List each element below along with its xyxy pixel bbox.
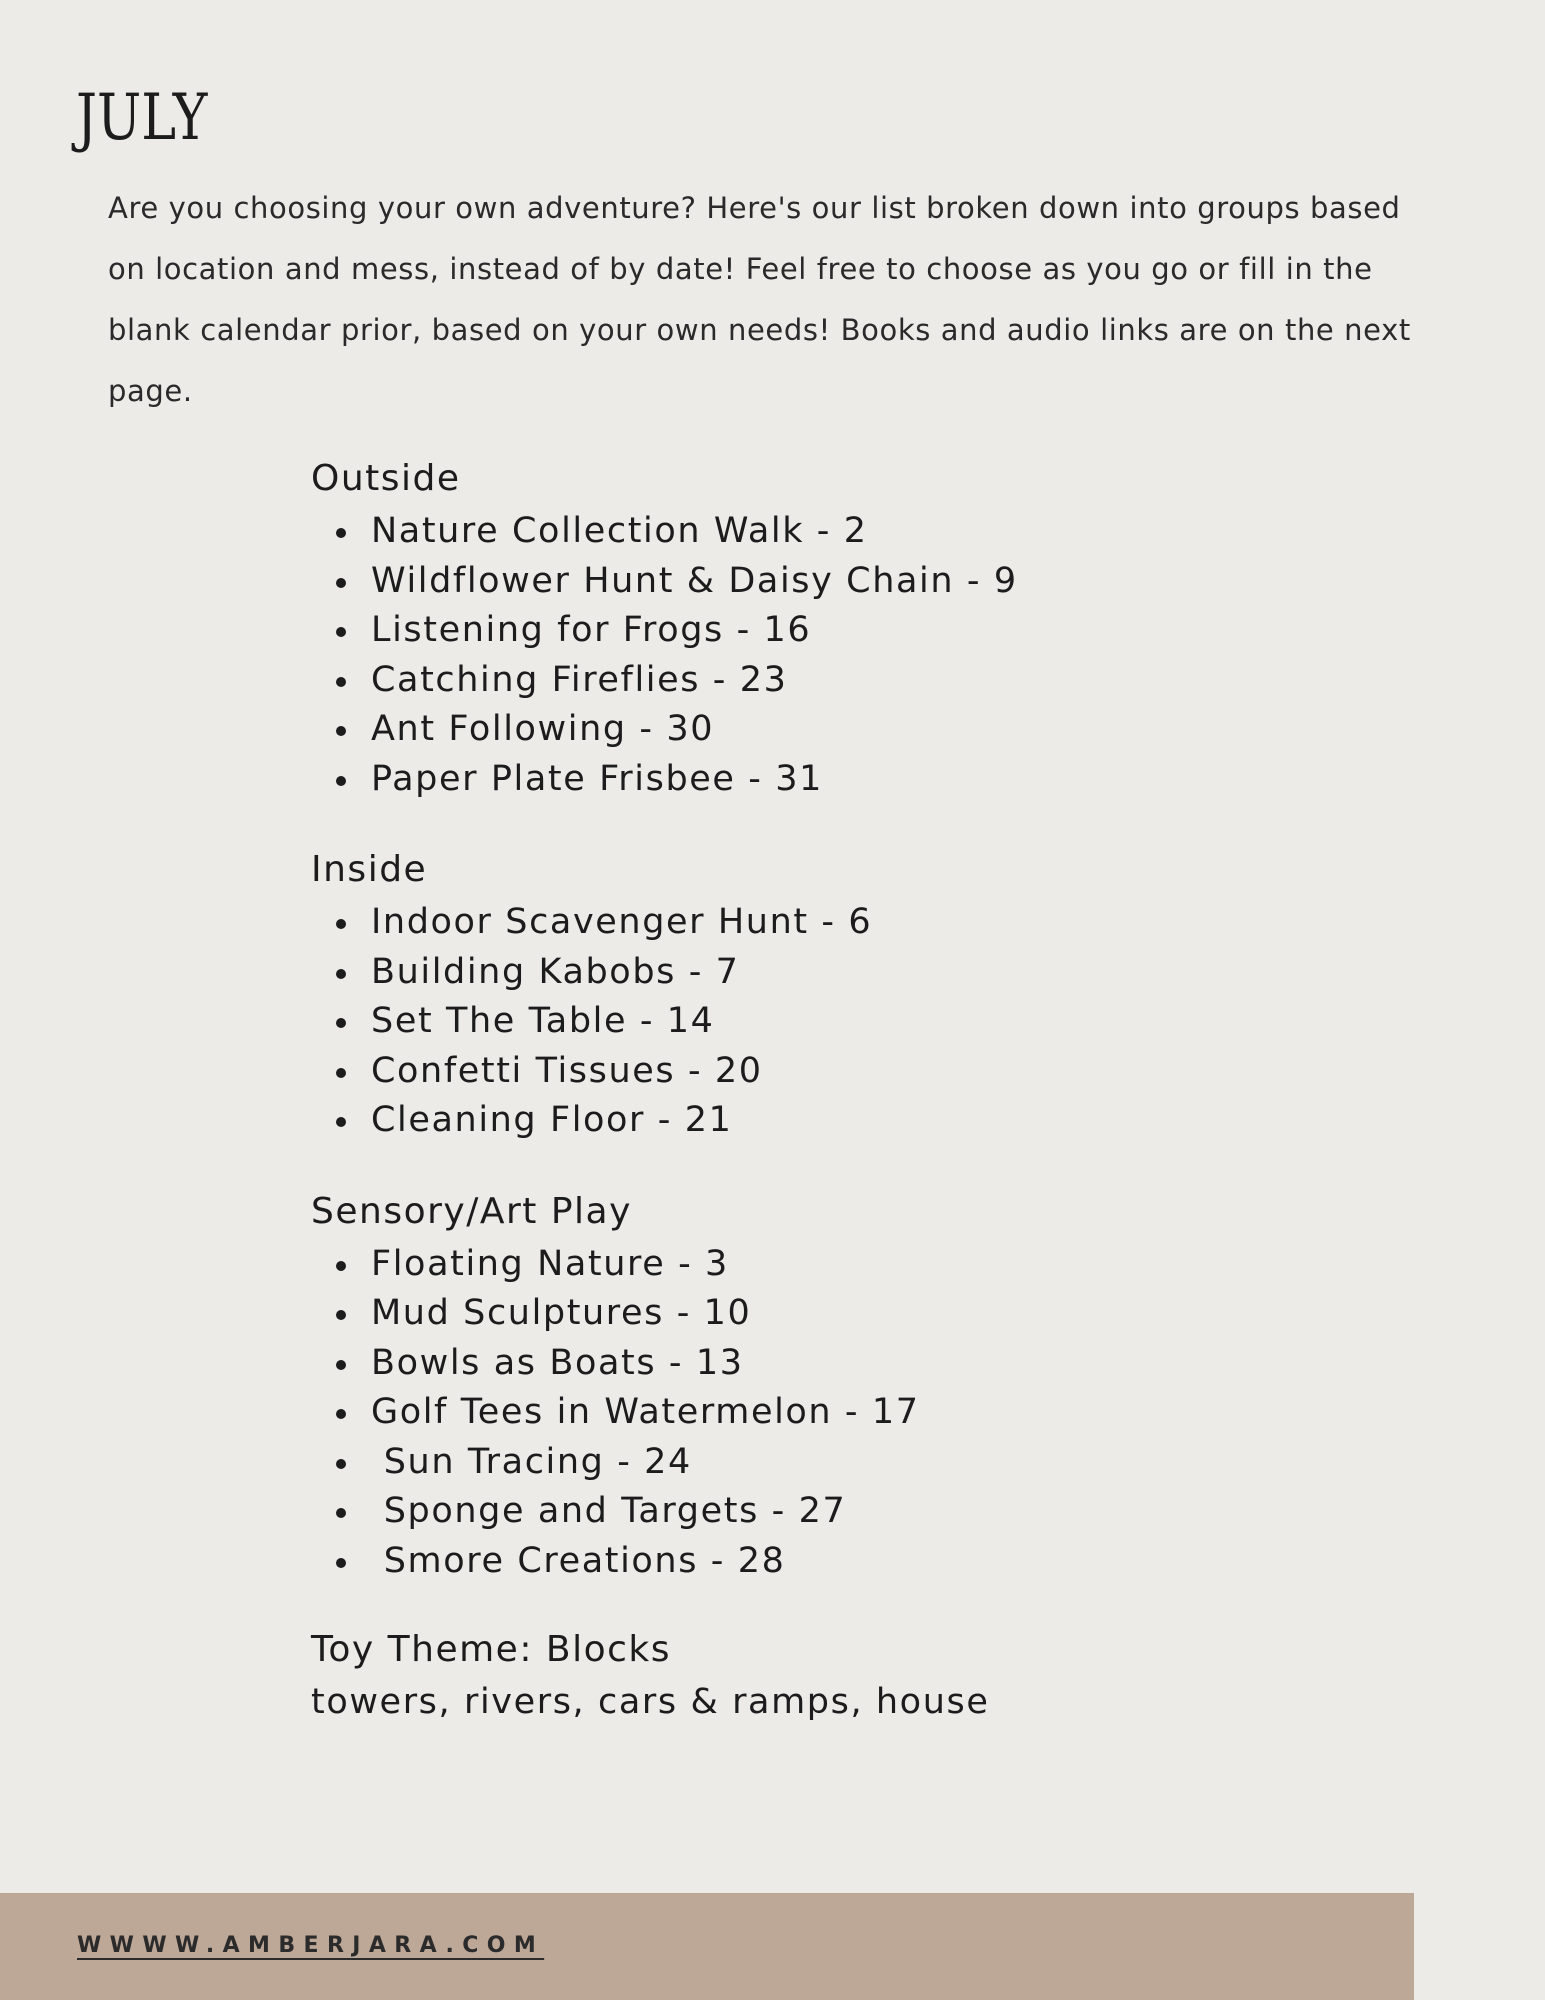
bullet-icon	[336, 969, 346, 979]
list-item-label: Indoor Scavenger Hunt - 6	[371, 902, 873, 942]
list-item	[311, 1339, 1311, 1389]
bullet-icon	[336, 919, 346, 929]
list-item-label: Mud Sculptures - 10	[371, 1293, 752, 1333]
bullet-icon	[336, 578, 346, 588]
list-item-label: Cleaning Floor - 21	[371, 1100, 733, 1140]
list-item	[311, 1096, 1311, 1146]
bullet-icon	[336, 627, 346, 637]
list-item	[311, 507, 1311, 557]
list-item-label: Confetti Tissues - 20	[371, 1050, 763, 1091]
intro-paragraph: Are you choosing your own adventure? Here's our list broken down into groups based on location and mess, instead of by date! Feel free to choose as you go or fill in the blank calendar prior, based on your own needs! Books and audio links are on the next page.	[108, 191, 1411, 408]
list-item-label: Catching Fireflies - 23	[371, 659, 788, 700]
list-item-label: Sponge and Targets - 27	[371, 1491, 847, 1531]
list-item	[311, 1487, 1311, 1537]
section-sensory-art-play	[311, 1184, 1311, 1587]
list-item	[311, 1289, 1311, 1339]
section-title: Inside	[311, 849, 428, 890]
list-item	[311, 1240, 1311, 1290]
activity-lists	[311, 451, 1311, 1766]
list-item-label: Paper Plate Frisbee - 31	[371, 758, 823, 799]
list-item	[311, 898, 1311, 948]
bullet-icon	[336, 1310, 346, 1320]
section-outside	[311, 451, 1311, 804]
list-item	[311, 948, 1311, 998]
bullet-icon	[336, 726, 346, 736]
bullet-icon	[336, 1409, 346, 1419]
list-item-label: Wildflower Hunt & Daisy Chain - 9	[371, 560, 1018, 601]
list-item	[311, 1537, 1311, 1587]
list-item	[311, 755, 1311, 805]
bullet-icon	[336, 776, 346, 786]
list-item	[311, 557, 1311, 607]
bullet-icon	[336, 1068, 346, 1078]
list-item	[311, 656, 1311, 706]
list-item	[311, 705, 1311, 755]
list-item-label: Ant Following - 30	[371, 709, 715, 749]
activity-list	[311, 507, 1311, 804]
bullet-icon	[336, 1558, 346, 1568]
list-item-label: Listening for Frogs - 16	[371, 610, 812, 650]
list-item-label: Floating Nature - 3	[371, 1243, 729, 1284]
list-item-label: Building Kabobs - 7	[371, 951, 740, 992]
list-item-label: Smore Creations - 28	[371, 1540, 786, 1581]
bullet-icon	[336, 1360, 346, 1370]
bullet-icon	[336, 1261, 346, 1271]
bullet-icon	[336, 1018, 346, 1028]
list-item	[311, 1388, 1311, 1438]
bullet-icon	[336, 1459, 346, 1469]
toy-theme-title: Toy Theme: Blocks	[311, 1629, 672, 1670]
bullet-icon	[336, 528, 346, 538]
list-item	[311, 997, 1311, 1047]
section-title: Sensory/Art Play	[311, 1190, 632, 1232]
bullet-icon	[336, 677, 346, 687]
section-inside	[311, 842, 1311, 1146]
section-toy-theme	[311, 1624, 1311, 1728]
bullet-icon	[336, 1117, 346, 1127]
list-item-label: Golf Tees in Watermelon - 17	[371, 1392, 920, 1432]
list-item	[311, 606, 1311, 656]
website-link[interactable]: WWWW.AMBERJARA.COM	[77, 1933, 545, 1958]
bullet-icon	[336, 1508, 346, 1518]
activity-list	[311, 898, 1311, 1146]
page-title: JULY	[76, 81, 208, 155]
activity-list	[311, 1240, 1311, 1587]
toy-theme-items: towers, rivers, cars & ramps, house	[311, 1682, 990, 1722]
list-item	[311, 1047, 1311, 1097]
list-item-label: Nature Collection Walk - 2	[371, 511, 868, 551]
list-item	[311, 1438, 1311, 1488]
list-item-label: Set The Table - 14	[371, 1001, 715, 1041]
footer-bar	[0, 1893, 1414, 2000]
list-item-label: Sun Tracing - 24	[371, 1441, 692, 1482]
section-title: Outside	[311, 458, 461, 499]
list-item-label: Bowls as Boats - 13	[371, 1342, 744, 1383]
